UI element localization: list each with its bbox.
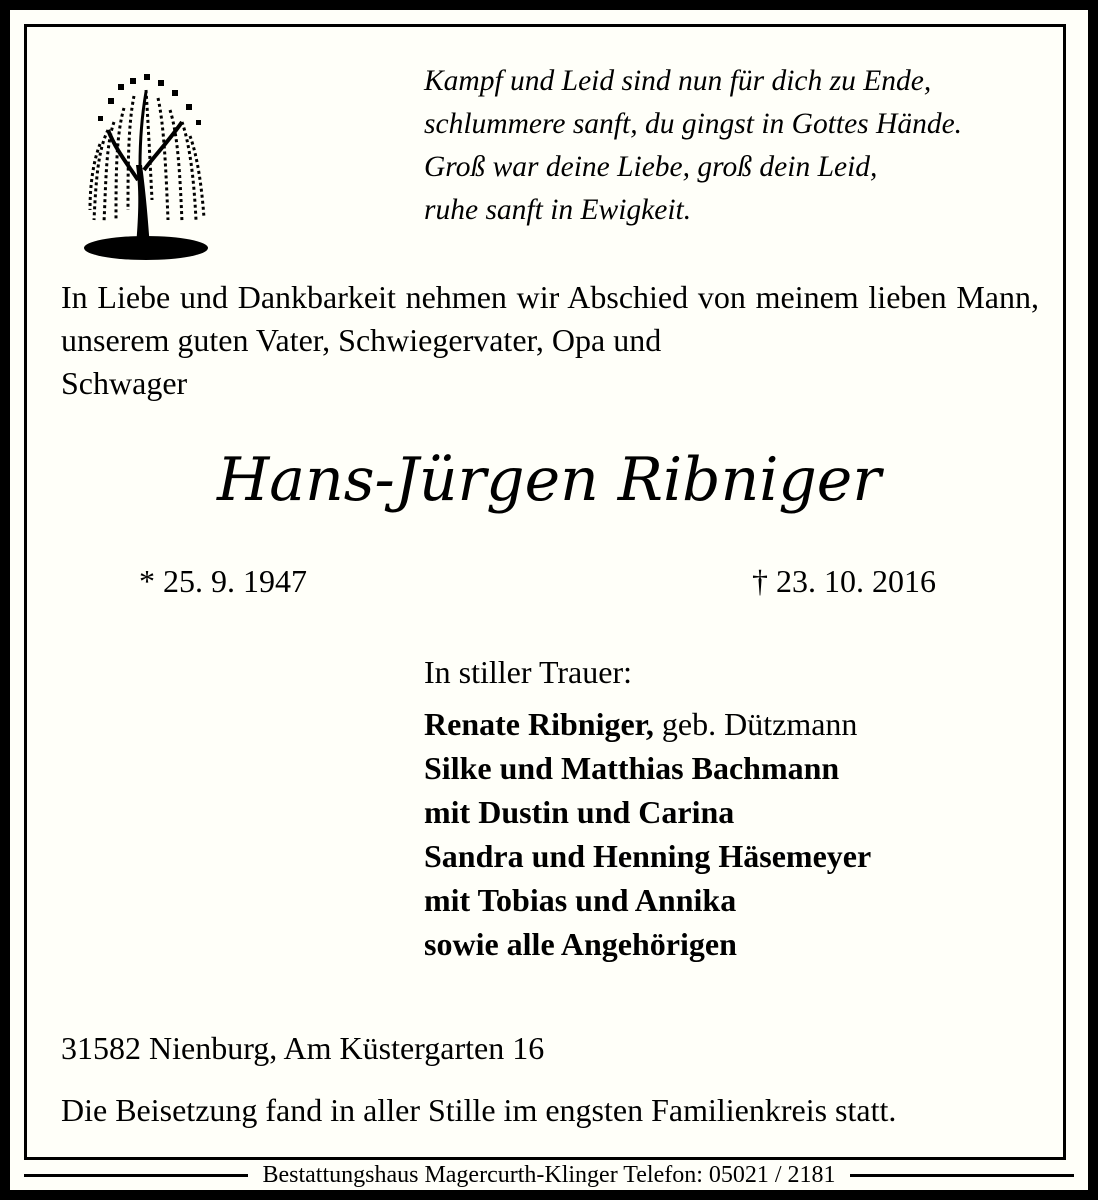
footer-rule-right	[850, 1174, 1074, 1177]
mourners-list	[424, 702, 871, 966]
birth-date: * 25. 9. 1947	[139, 563, 307, 599]
poem-line: ruhe sanft in Ewigkeit.	[424, 194, 692, 226]
intro-last-line: Schwager	[61, 365, 188, 401]
death-date: † 23. 10. 2016	[752, 563, 936, 599]
mourner-primary-name: Renate Ribniger,	[424, 706, 654, 742]
poem-line: schlummere sanft, du gingst in Gottes Hände.	[424, 108, 963, 140]
willow-tree-icon	[78, 70, 218, 270]
mourner-line: mit Tobias und Annika	[424, 882, 737, 918]
footer-funeral-home: Bestattungshaus Magercurth-Klinger Telefon: 05021 / 2181	[248, 1163, 849, 1187]
intro-paragraph: In Liebe und Dankbarkeit nehmen wir Abschied von meinem lieben Mann, unserem guten Vater, Schwiegervater, Opa und	[61, 279, 1039, 358]
intro-text	[61, 276, 1039, 405]
mourner-maiden-name: geb. Dützmann	[653, 706, 858, 742]
poem-line: Groß war deine Liebe, groß dein Leid,	[424, 151, 878, 183]
mourners-label: In stiller Trauer:	[424, 654, 632, 690]
footer-band	[10, 1163, 1088, 1187]
address: 31582 Nienburg, Am Küstergarten 16	[61, 1030, 545, 1066]
footer-rule-left	[24, 1174, 248, 1177]
obituary-card	[10, 10, 1088, 1190]
mourner-line: mit Dustin und Carina	[424, 794, 735, 830]
poem-line: Kampf und Leid sind nun für dich zu Ende,	[424, 65, 932, 97]
poem	[424, 60, 962, 232]
deceased-name: Hans-Jürgen Ribniger	[216, 445, 881, 515]
mourner-line	[424, 702, 871, 746]
mourner-line: Silke und Matthias Bachmann	[424, 750, 840, 786]
burial-note: Die Beisetzung fand in aller Stille im engsten Familienkreis statt.	[61, 1092, 897, 1128]
mourner-line: Sandra und Henning Häsemeyer	[424, 838, 872, 874]
mourner-line: sowie alle Angehörigen	[424, 926, 737, 962]
